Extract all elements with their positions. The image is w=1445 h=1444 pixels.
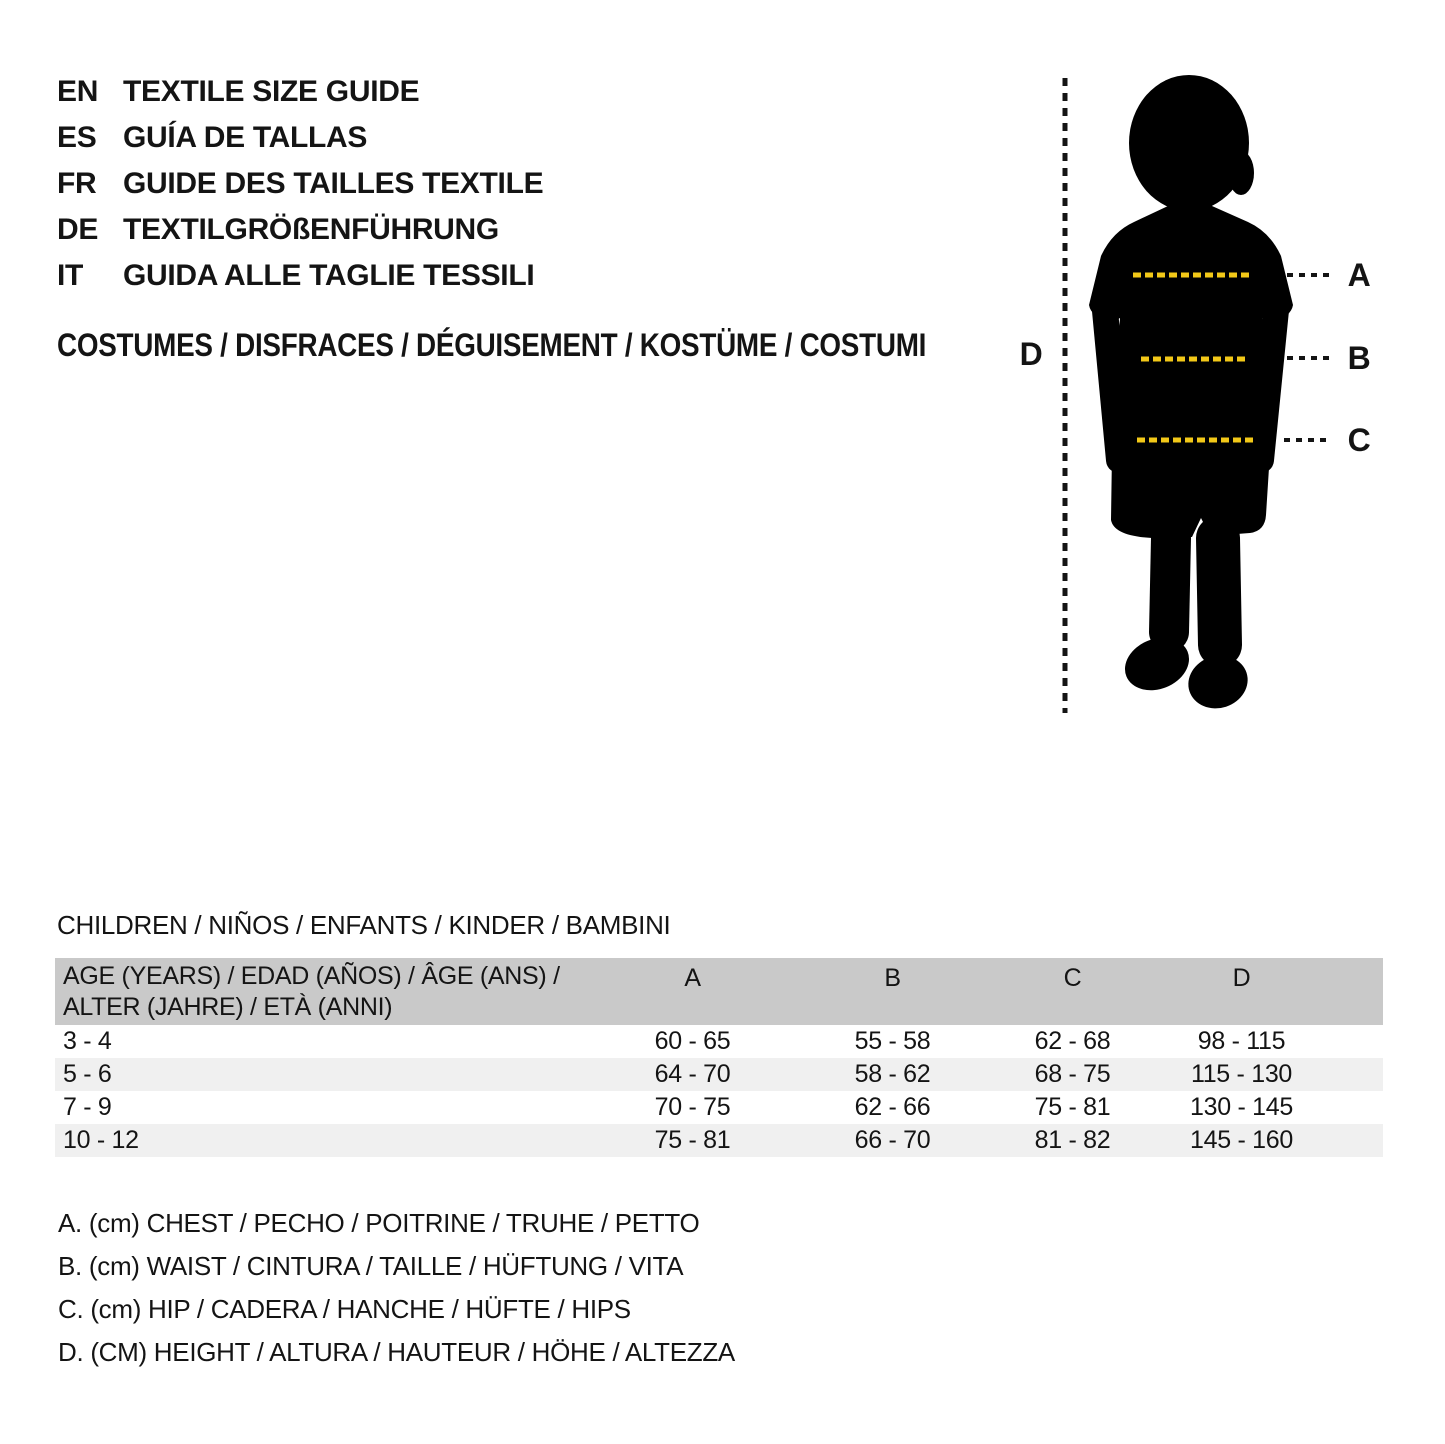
language-row-de [57, 207, 543, 253]
column-header-a: A [684, 964, 701, 992]
height-cell: 130 - 145 [1190, 1093, 1293, 1121]
measurement-legend [58, 1202, 735, 1374]
legend-waist: B. (cm) WAIST / CINTURA / TAILLE / HÜFTUNG / VITA [58, 1251, 684, 1281]
column-header-b: B [884, 964, 901, 992]
age-cell: 7 - 9 [63, 1093, 112, 1121]
hip-cell: 75 - 81 [1034, 1093, 1111, 1121]
chest-cell: 70 - 75 [654, 1093, 731, 1121]
age-cell: 3 - 4 [63, 1027, 112, 1055]
age-header-line1: AGE (YEARS) / EDAD (AÑOS) / ÂGE (ANS) / [63, 962, 560, 990]
language-title: GUIDE DES TAILLES TEXTILE [123, 167, 544, 200]
table-row [55, 1091, 1383, 1124]
size-table [55, 958, 1383, 1157]
age-cell: 10 - 12 [63, 1126, 139, 1154]
waist-cell: 55 - 58 [854, 1027, 931, 1055]
age-cell: 5 - 6 [63, 1060, 112, 1088]
legend-height: D. (CM) HEIGHT / ALTURA / HAUTEUR / HÖHE / ALTEZZA [58, 1337, 735, 1367]
measure-label-b: B [1347, 340, 1371, 376]
language-row-en [57, 69, 543, 115]
legend-chest: A. (cm) CHEST / PECHO / POITRINE / TRUHE / PETTO [58, 1208, 700, 1238]
size-table-header [55, 958, 1383, 1025]
column-header-c: C [1063, 964, 1082, 992]
language-title: GUÍA DE TALLAS [123, 121, 368, 154]
legend-hip: C. (cm) HIP / CADERA / HANCHE / HÜFTE / HIPS [58, 1294, 631, 1324]
language-row-it [57, 253, 543, 299]
language-code: EN [57, 75, 99, 108]
age-header-line2: ALTER (JAHRE) / ETÀ (ANNI) [63, 993, 393, 1021]
waist-cell: 66 - 70 [854, 1126, 931, 1154]
language-code: IT [57, 259, 84, 292]
height-cell: 98 - 115 [1197, 1027, 1286, 1055]
measure-label-c: C [1347, 422, 1371, 458]
language-title: TEXTILE SIZE GUIDE [123, 75, 420, 108]
language-code: ES [57, 121, 97, 154]
category-heading: COSTUMES / DISFRACES / DÉGUISEMENT / KOSTÜME / COSTUMI [57, 327, 927, 363]
language-row-es [57, 115, 543, 161]
hip-cell: 62 - 68 [1034, 1027, 1111, 1055]
height-cell: 145 - 160 [1190, 1126, 1293, 1154]
child-silhouette-icon [1089, 75, 1293, 716]
measure-label-a: A [1347, 257, 1371, 293]
language-title-block [57, 69, 543, 299]
age-column-header [55, 958, 575, 1025]
language-code: DE [57, 213, 99, 246]
chest-cell: 64 - 70 [654, 1060, 731, 1088]
chest-cell: 75 - 81 [654, 1126, 731, 1154]
waist-cell: 58 - 62 [854, 1060, 931, 1088]
height-cell: 115 - 130 [1190, 1060, 1293, 1088]
chest-cell: 60 - 65 [654, 1027, 731, 1055]
hip-cell: 68 - 75 [1034, 1060, 1111, 1088]
waist-cell: 62 - 66 [854, 1093, 931, 1121]
language-row-fr [57, 161, 543, 207]
hip-cell: 81 - 82 [1034, 1126, 1111, 1154]
column-header-d: D [1232, 964, 1251, 992]
language-title: GUIDA ALLE TAGLIE TESSILI [123, 259, 535, 292]
children-section-heading: CHILDREN / NIÑOS / ENFANTS / KINDER / BAMBINI [57, 910, 671, 940]
language-code: FR [57, 167, 97, 200]
language-title: TEXTILGRÖßENFÜHRUNG [123, 213, 499, 246]
measure-label-d: D [1019, 336, 1043, 372]
table-row [55, 1058, 1383, 1091]
table-row [55, 1025, 1383, 1058]
table-row [55, 1124, 1383, 1157]
size-figure [1000, 60, 1400, 730]
